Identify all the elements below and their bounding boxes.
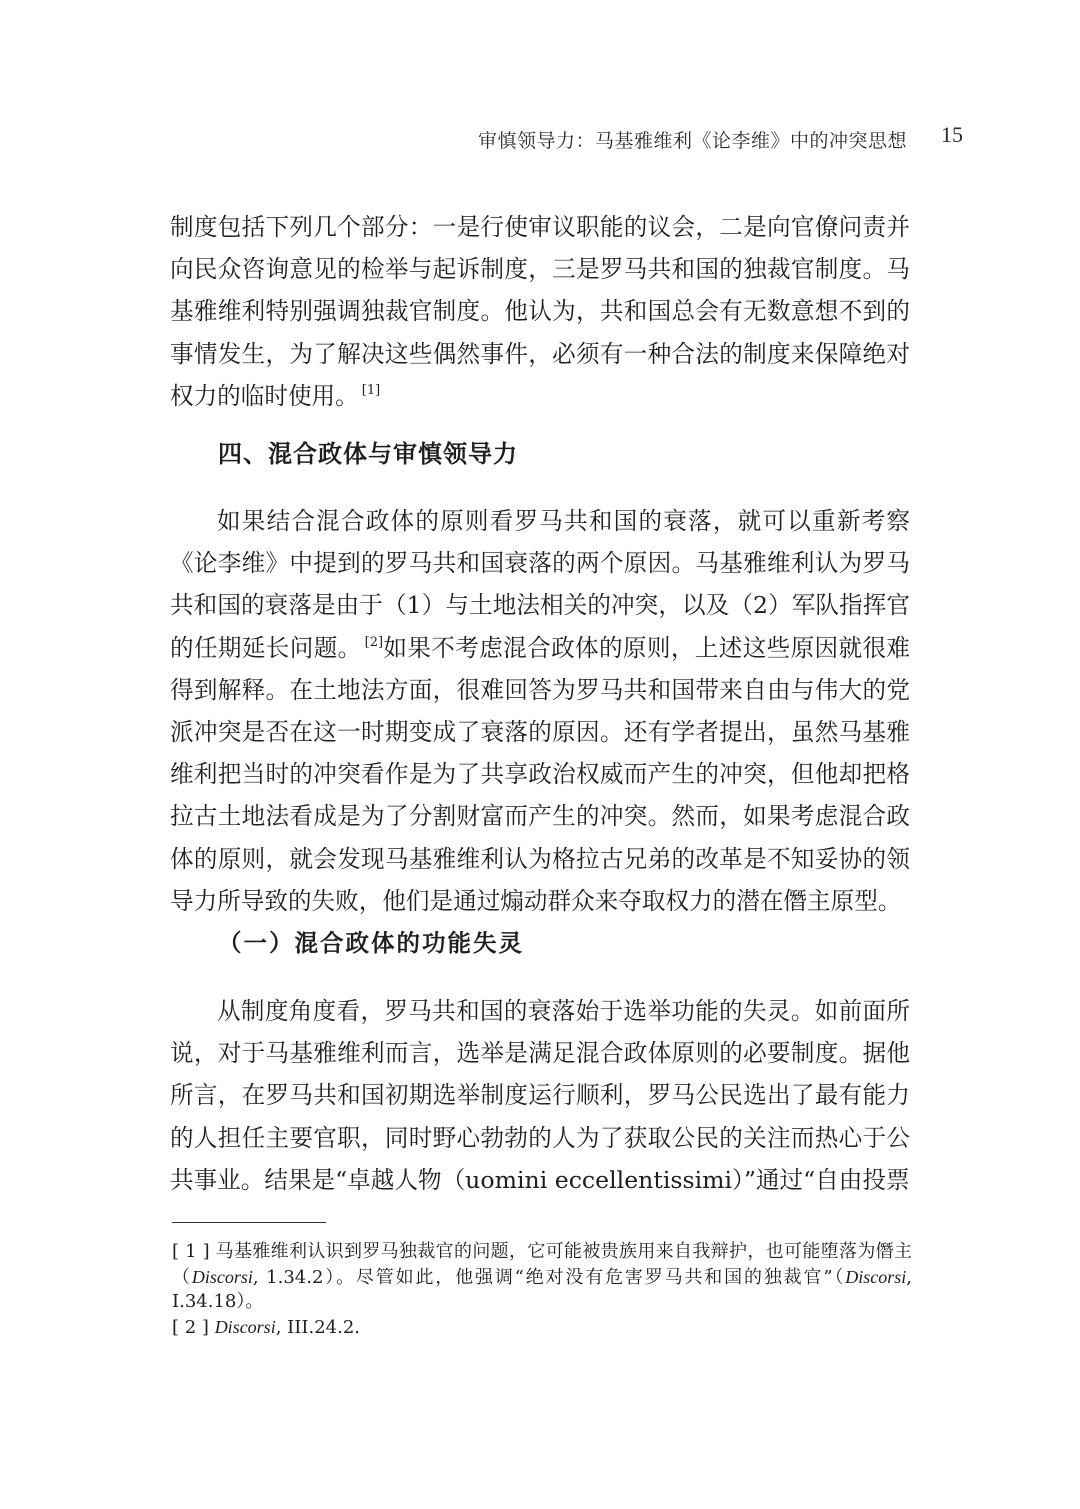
footnote-1-text-b: , 1.34.2）。尽管如此，他强调“绝对没有危害罗马共和国的独裁官”（ [252,1266,846,1288]
footnote-1-work-a: Discorsi [191,1266,253,1287]
footnote-1-label: [ 1 ] [172,1241,210,1262]
paragraph-2 [170,500,910,922]
footnote-1-text-a: 马基雅维利认识到罗马独裁官的问题，它可能被贵族用来自我辩护，也可能堕落为僭主（ [172,1241,912,1288]
footnote-2 [172,1315,912,1341]
footnote-2-text: , III.24.2. [275,1316,360,1338]
footnote-2-label: [ 2 ] [172,1316,209,1338]
page-number: 15 [941,122,963,147]
footnote-ref-2[interactable]: [2] [364,634,384,650]
footnote-1-work-b: Discorsi [845,1266,907,1287]
footnote-2-work: Discorsi [214,1316,276,1337]
subsection-heading: （一）混合政体的功能失灵 [218,929,524,957]
running-head [170,118,965,158]
footnote-1 [172,1240,912,1315]
paragraph-2-text-b: 如果不考虑混合政体的原则，上述这些原因就很难得到解释。在土地法方面，很难回答为罗马共和国带来自由与伟大的党派冲突是否在这一时期变成了衰落的原因。还有学者提出，虽然马基雅维利把当时的冲突看作是为了共享政治权威而产生的冲突，但他却把格拉古土地法看成是为了分割财富而产生的冲突。然而，如果考虑混合政体的原则，就会发现马基雅维利认为格拉古兄弟的改革是不知妥协的领导力所导致的失败，他们是通过煽动群众来夺取权力的潜在僭主原型。 [170,633,911,915]
footnote-divider [172,1222,326,1223]
paragraph-1 [170,206,910,417]
footnote-ref-1[interactable]: [1] [361,382,381,398]
paragraph-1-text: 制度包括下列几个部分：一是行使审议职能的议会，二是向官僚问责并向民众咨询意见的检举与起诉制度，三是罗马共和国的独裁官制度。马基雅维利特别强调独裁官制度。他认为，共和国总会有无数意想不到的事情发生，为了解决这些偶然事件，必须有一种合法的制度来保障绝对权力的临时使用。 [170,213,910,410]
paragraph-3 [170,990,910,1201]
paragraph-2-text-a: 如果结合混合政体的原则看罗马共和国的衰落，就可以重新考察《论李维》中提到的罗马共和国衰落的两个原因。马基雅维利认为罗马共和国的衰落是由于（1）与土地法相关的冲突，以及（2）军队指挥官的任期延长问题。 [170,507,910,662]
paragraph-3-text: 从制度角度看，罗马共和国的衰落始于选举功能的失灵。如前面所说，对于马基雅维利而言，选举是满足混合政体原则的必要制度。据他所言，在罗马共和国初期选举制度运行顺利，罗马公民选出了最有能力的人担任主要官职，同时野心勃勃的人为了获取公民的关注而热心于公共事业。结果是“卓越人物（uomini eccellentissimi）”通过“自由投票 [170,997,910,1194]
footnotes [172,1240,912,1340]
section-heading: 四、混合政体与审慎领导力 [218,440,518,468]
running-head-title: 审慎领导力：马基雅维利《论李维》中的冲突思想 [477,130,907,152]
footnote-1-text-c: , I.34.18）。 [172,1266,912,1312]
